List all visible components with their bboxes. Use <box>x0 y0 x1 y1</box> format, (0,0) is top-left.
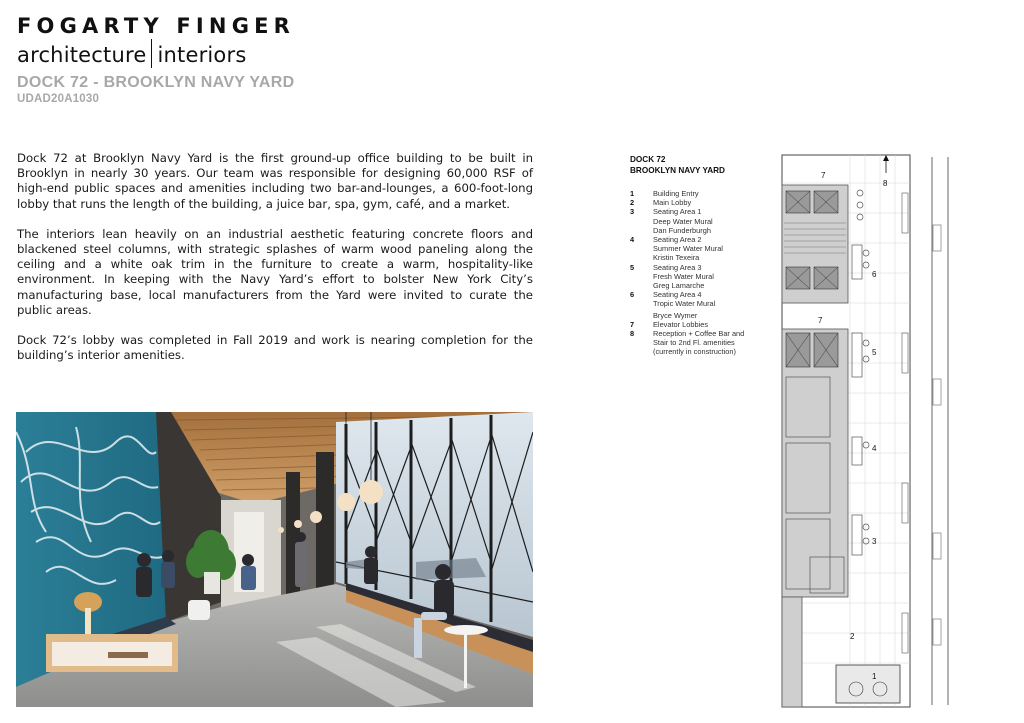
legend-number: 4 <box>630 235 635 245</box>
lobby-photo <box>16 412 533 707</box>
logo-divider <box>151 39 152 68</box>
legend-label <box>653 207 770 235</box>
legend-line: Dan Funderburgh <box>653 225 711 235</box>
legend-title <box>630 155 770 176</box>
legend-number: 5 <box>630 262 635 272</box>
legend-label <box>653 290 770 320</box>
legend-label: Building Entry <box>653 189 699 198</box>
legend-number: 3 <box>630 207 635 217</box>
plan-label-5: 5 <box>872 348 877 357</box>
logo-brand-name: FOGARTY FINGER <box>17 14 296 38</box>
legend-item <box>630 320 770 329</box>
legend-item <box>630 235 770 263</box>
legend-label <box>653 235 770 263</box>
plan-label-3: 3 <box>872 537 877 546</box>
legend-line: Tropic Water Mural <box>653 299 716 309</box>
plan-label-2: 2 <box>850 632 855 641</box>
legend-item <box>630 263 770 291</box>
logo-subtitle <box>17 39 295 68</box>
project-code: UDAD20A1030 <box>17 93 100 105</box>
legend-item <box>630 329 770 357</box>
legend-line: Seating Area 2 <box>653 235 702 245</box>
description-paragraph-2: The interiors lean heavily on an industrial aesthetic featuring concrete floors and blackened steel columns, with strategic splashes of warm wood paneling along the ceiling and a white oak trim in the furniture to create a warm, hospitality-like environment. In keeping with the Navy Yard’s effort to bolster New York City’s manufacturing base, local manufacturers from the Yard were invited to curate the public areas. <box>17 226 533 317</box>
logo-architecture: architecture <box>17 43 147 67</box>
legend-title-line-1: DOCK 72 <box>630 155 666 164</box>
legend-number: 7 <box>630 319 635 329</box>
plan-label-8: 8 <box>883 179 888 188</box>
description-paragraph-1: Dock 72 at Brooklyn Navy Yard is the first ground-up office building to be built in Brooklyn in nearly 30 years. Our team was responsible for designing 60,000 RSF of high-end public spaces and amenities including two bar-and-lounges, a 600-foot-long lobby that runs the length of the building, a juice bar, spa, gym, café, and a market. <box>17 151 533 211</box>
legend-number: 6 <box>630 290 635 300</box>
floor-plan <box>780 153 960 709</box>
legend-item <box>630 189 770 198</box>
legend-label: Main Lobby <box>653 198 692 208</box>
plan-label-1: 1 <box>872 672 877 681</box>
plan-label-4: 4 <box>872 444 877 453</box>
plan-label-6: 6 <box>872 270 877 279</box>
legend-title-line-2: BROOKLYN NAVY YARD <box>630 165 725 175</box>
legend-item <box>630 290 770 320</box>
legend-item <box>630 207 770 235</box>
legend-line: Summer Water Mural <box>653 244 723 254</box>
company-logo <box>17 14 295 68</box>
legend-line: Deep Water Mural <box>653 216 713 226</box>
legend-number: 1 <box>630 189 635 198</box>
legend-item <box>630 198 770 207</box>
description-paragraph-3: Dock 72’s lobby was completed in Fall 2019 and work is nearing completion for the building’s interior amenities. <box>17 333 533 363</box>
legend-line: Stair to 2nd Fl. amenities <box>653 338 735 348</box>
legend-label: Elevator Lobbies <box>653 319 709 329</box>
plan-label-7: 7 <box>818 316 823 325</box>
project-description <box>17 151 533 378</box>
logo-interiors: interiors <box>157 43 247 67</box>
legend-number: 2 <box>630 198 635 208</box>
legend-line: (currently in construction) <box>653 347 736 357</box>
legend-number: 8 <box>630 329 635 339</box>
legend-line: Seating Area 4 <box>653 290 702 300</box>
legend-label <box>653 263 770 291</box>
legend-line: Greg Lamarche <box>653 281 705 291</box>
legend-line: Reception + Coffee Bar and <box>653 329 745 339</box>
legend-list <box>630 189 770 357</box>
plan-legend <box>630 155 770 357</box>
project-title: DOCK 72 - BROOKLYN NAVY YARD <box>17 74 295 91</box>
plan-label-7: 7 <box>821 171 826 180</box>
legend-label <box>653 329 770 357</box>
legend-line: Kristin Texeira <box>653 253 700 263</box>
legend-line: Seating Area 3 <box>653 262 702 272</box>
legend-line: Seating Area 1 <box>653 207 702 217</box>
legend-line: Fresh Water Mural <box>653 271 714 281</box>
legend-line: Bryce Wymer <box>653 310 698 320</box>
